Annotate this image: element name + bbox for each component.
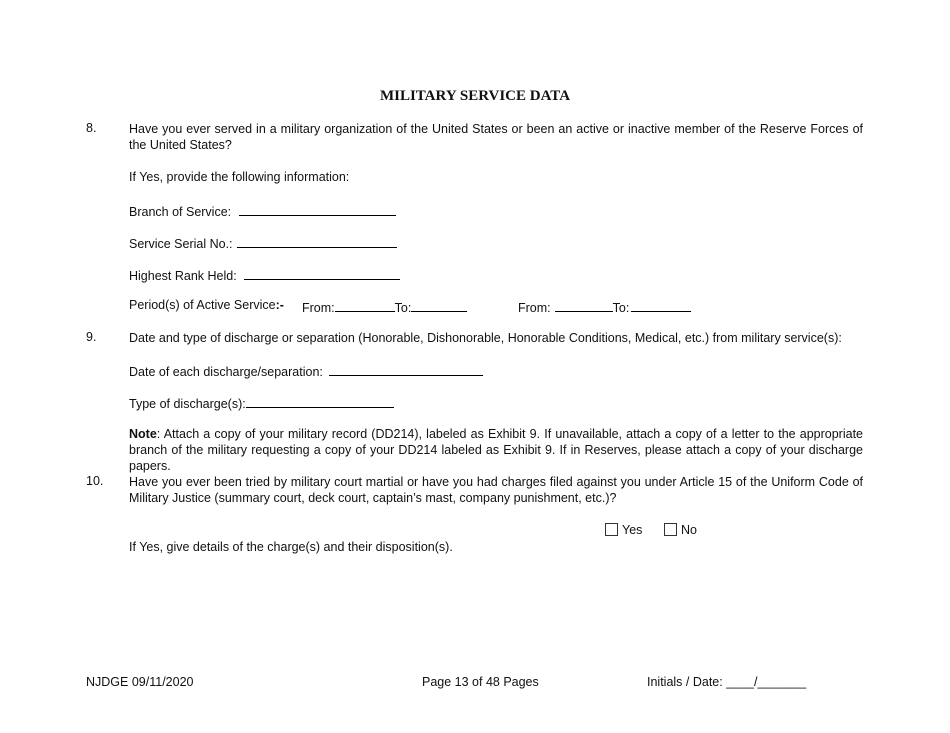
discharge-date-field[interactable] bbox=[329, 362, 483, 376]
period-1-from-label: From: bbox=[302, 301, 335, 315]
period-2-to-label: To: bbox=[612, 301, 630, 315]
service-serial-row bbox=[129, 234, 397, 251]
period-1-from-field[interactable] bbox=[335, 298, 395, 312]
note-label: Note bbox=[129, 427, 157, 441]
period-2-from-field[interactable] bbox=[555, 298, 613, 312]
branch-of-service-field[interactable] bbox=[239, 202, 396, 216]
page-title: MILITARY SERVICE DATA bbox=[379, 88, 571, 104]
if-yes-instruction: If Yes, provide the following information: bbox=[129, 170, 350, 184]
note-paragraph bbox=[129, 426, 863, 474]
highest-rank-field[interactable] bbox=[244, 266, 400, 280]
no-label: No bbox=[681, 523, 697, 537]
question-8-text: Have you ever served in a military organization of the United States or been an active or inactive member of the Reserve Forces of the United States? bbox=[129, 122, 863, 152]
yes-option[interactable] bbox=[605, 523, 642, 537]
discharge-date-label: Date of each discharge/separation: bbox=[129, 365, 323, 379]
discharge-type-label: Type of discharge(s): bbox=[129, 397, 246, 411]
footer-initials-date bbox=[647, 675, 806, 689]
no-option[interactable] bbox=[664, 523, 697, 537]
service-serial-field[interactable] bbox=[237, 234, 397, 248]
discharge-type-field[interactable] bbox=[246, 394, 394, 408]
active-service-row bbox=[129, 298, 284, 312]
discharge-date-row bbox=[129, 362, 483, 379]
question-10-number: 10. bbox=[86, 474, 104, 488]
period-2-to-field[interactable] bbox=[631, 298, 691, 312]
question-8-number: 8. bbox=[86, 121, 97, 135]
note-text: : Attach a copy of your military record (DD214), labeled as Exhibit 9. If unavailable, attach a copy of a letter to the appropriate branch of the military requesting a copy of your DD214 labeled as Exhibit 9. If in Reserves, please attach a copy of your discharge papers. bbox=[129, 427, 863, 473]
period-1-to-field[interactable] bbox=[411, 298, 467, 312]
charges-details-instruction: If Yes, give details of the charge(s) and their disposition(s). bbox=[129, 540, 453, 554]
footer-page-number: Page 13 of 48 Pages bbox=[422, 675, 539, 689]
yes-label: Yes bbox=[622, 523, 643, 537]
service-serial-label: Service Serial No.: bbox=[129, 237, 233, 251]
discharge-type-row bbox=[129, 394, 394, 411]
active-service-colon: :- bbox=[275, 298, 284, 312]
period-2-from-label: From: bbox=[518, 301, 551, 315]
initials-date-field[interactable]: ____/_______ bbox=[726, 675, 807, 689]
branch-of-service-label: Branch of Service: bbox=[129, 205, 232, 219]
yes-checkbox[interactable] bbox=[605, 523, 618, 536]
period-2 bbox=[518, 298, 691, 315]
footer-form-id: NJDGE 09/11/2020 bbox=[86, 675, 194, 689]
branch-of-service-row bbox=[129, 202, 396, 219]
question-10-text: Have you ever been tried by military court martial or have you had charges filed against you under Article 15 of the Uniform Code of Military Justice (summary court, deck court, captain’s mast, company punishment, etc.)? bbox=[129, 475, 863, 505]
question-9-text: Date and type of discharge or separation (Honorable, Dishonorable, Honorable Conditions, Medical, etc.) from military service(s): bbox=[129, 331, 842, 345]
initials-date-label: Initials / Date: bbox=[647, 675, 727, 689]
period-1 bbox=[302, 298, 467, 315]
question-9-number: 9. bbox=[86, 330, 97, 344]
highest-rank-row bbox=[129, 266, 400, 283]
period-1-to-label: To: bbox=[394, 301, 412, 315]
no-checkbox[interactable] bbox=[664, 523, 677, 536]
highest-rank-label: Highest Rank Held: bbox=[129, 269, 237, 283]
active-service-label: Period(s) of Active Service bbox=[129, 298, 276, 312]
